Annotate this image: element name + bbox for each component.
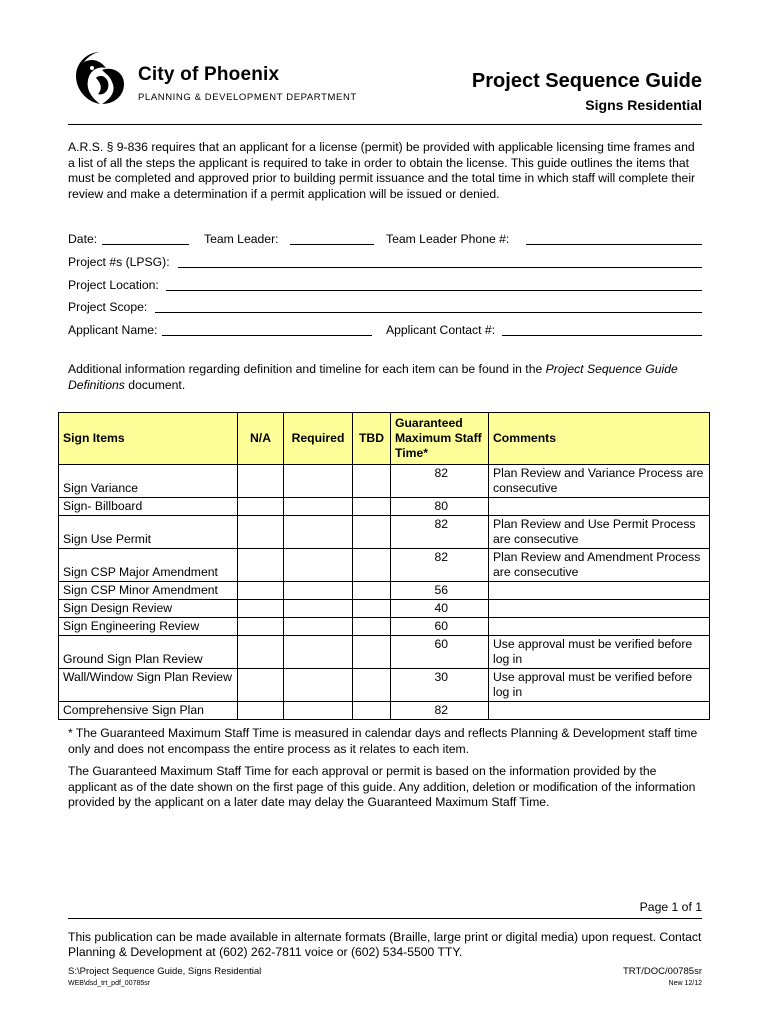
availability-notice: This publication can be made available in alternate formats (Braille, large print or digital media) upon request. Contact Planning & Development at (602) 262-7811 voice or (602) 534-5500 TTY. xyxy=(68,930,702,959)
gmst-note: The Guaranteed Maximum Staff Time for each approval or permit is based on the information provided by the applicant as of the date shown on the first page of this guide. Any addition, deletion or modification of the information provided by the applicant on a later date may delay the Guaranteed Maximum Staff Time. xyxy=(68,764,696,809)
staff-time-value: 82 xyxy=(391,465,489,498)
table-row xyxy=(59,516,710,549)
tbd-cell xyxy=(353,669,391,702)
sign-items-table xyxy=(58,412,710,720)
file-path: S:\Project Sequence Guide, Signs Residential xyxy=(68,966,262,977)
header-divider xyxy=(68,124,702,125)
na-cell xyxy=(238,600,284,618)
tbd-cell xyxy=(353,549,391,582)
staff-time-value: 56 xyxy=(391,582,489,600)
required-cell xyxy=(284,498,353,516)
tbd-cell xyxy=(353,465,391,498)
na-cell xyxy=(238,618,284,636)
comment-text: Use approval must be verified before log in xyxy=(489,636,710,669)
date-label: Date: xyxy=(68,232,98,246)
comment-text xyxy=(489,618,710,636)
org-department: PLANNING & DEVELOPMENT DEPARTMENT xyxy=(138,92,357,103)
header-tbd: TBD xyxy=(353,413,391,465)
required-cell xyxy=(284,618,353,636)
tbd-cell xyxy=(353,636,391,669)
sign-item-name: Sign Design Review xyxy=(59,600,238,618)
sign-item-name: Comprehensive Sign Plan xyxy=(59,702,238,720)
na-cell xyxy=(238,498,284,516)
team-leader-phone-label: Team Leader Phone #: xyxy=(386,232,510,246)
na-cell xyxy=(238,702,284,720)
required-cell xyxy=(284,600,353,618)
staff-time-value: 60 xyxy=(391,618,489,636)
required-cell xyxy=(284,669,353,702)
staff-time-value: 82 xyxy=(391,702,489,720)
table-row xyxy=(59,702,710,720)
table-row xyxy=(59,636,710,669)
header-sign-items: Sign Items xyxy=(59,413,238,465)
sign-item-name: Sign CSP Major Amendment xyxy=(59,549,238,582)
comment-text xyxy=(489,702,710,720)
additional-info: Additional information regarding definition and timeline for each item can be found in the Project Sequence Guide Definitions document. xyxy=(68,362,678,392)
tbd-cell xyxy=(353,516,391,549)
table-row xyxy=(59,549,710,582)
na-cell xyxy=(238,465,284,498)
comment-text: Plan Review and Amendment Process are consecutive xyxy=(489,549,710,582)
required-cell xyxy=(284,582,353,600)
table-row xyxy=(59,582,710,600)
project-number-label: Project #s (LPSG): xyxy=(68,255,170,269)
comment-text: Use approval must be verified before log in xyxy=(489,669,710,702)
comment-text xyxy=(489,498,710,516)
tbd-cell xyxy=(353,582,391,600)
table-row xyxy=(59,600,710,618)
staff-time-value: 60 xyxy=(391,636,489,669)
table-row xyxy=(59,465,710,498)
date-field[interactable] xyxy=(102,232,189,245)
sign-item-name: Sign Use Permit xyxy=(59,516,238,549)
na-cell xyxy=(238,582,284,600)
team-leader-phone-field[interactable] xyxy=(526,232,702,245)
staff-time-value: 80 xyxy=(391,498,489,516)
table-row xyxy=(59,669,710,702)
header-na: N/A xyxy=(238,413,284,465)
intro-paragraph: A.R.S. § 9-836 requires that an applicant for a license (permit) be provided with applicable licensing time frames and a list of all the steps the applicant is required to take in order to obtain the license. This guide outlines the items that must be completed and approved prior to building permit issuance and the total time in which staff will complete their review and make a determination if a permit application will be issued or denied. xyxy=(68,140,696,201)
required-cell xyxy=(284,636,353,669)
comment-text: Plan Review and Use Permit Process are consecutive xyxy=(489,516,710,549)
required-cell xyxy=(284,516,353,549)
page-number: Page 1 of 1 xyxy=(639,900,702,914)
tbd-cell xyxy=(353,498,391,516)
org-name: City of Phoenix xyxy=(138,64,280,85)
staff-time-value: 82 xyxy=(391,549,489,582)
page-subtitle: Signs Residential xyxy=(585,97,702,113)
sign-item-name: Sign- Billboard xyxy=(59,498,238,516)
applicant-contact-field[interactable] xyxy=(502,323,702,336)
table-row xyxy=(59,498,710,516)
table-row xyxy=(59,618,710,636)
sign-item-name: Sign Engineering Review xyxy=(59,618,238,636)
staff-time-value: 82 xyxy=(391,516,489,549)
sign-item-name: Sign CSP Minor Amendment xyxy=(59,582,238,600)
team-leader-field[interactable] xyxy=(290,232,374,245)
required-cell xyxy=(284,702,353,720)
staff-time-value: 40 xyxy=(391,600,489,618)
tbd-cell xyxy=(353,618,391,636)
project-number-field[interactable] xyxy=(178,255,702,268)
definitions-doc-name: Project Sequence Guide Definitions xyxy=(68,362,678,392)
comment-text xyxy=(489,600,710,618)
phoenix-bird-logo-icon xyxy=(70,48,130,108)
footnote: * The Guaranteed Maximum Staff Time is measured in calendar days and reflects Planning & Development staff time only and does not encompass the entire process as it relates to each item. xyxy=(68,726,698,756)
footer-divider xyxy=(68,918,702,919)
applicant-name-label: Applicant Name: xyxy=(68,323,158,337)
project-scope-label: Project Scope: xyxy=(68,300,148,314)
doc-code: TRT/DOC/00785sr xyxy=(622,966,702,977)
header-required: Required xyxy=(284,413,353,465)
revision-date: New 12/12 xyxy=(668,980,702,987)
web-path: WEB\dsd_trt_pdf_00785sr xyxy=(68,980,151,987)
na-cell xyxy=(238,549,284,582)
applicant-contact-label: Applicant Contact #: xyxy=(386,323,496,337)
sign-item-name: Wall/Window Sign Plan Review xyxy=(59,669,238,702)
comment-text xyxy=(489,582,710,600)
na-cell xyxy=(238,636,284,669)
header-staff-time: Guaranteed Maximum Staff Time* xyxy=(391,413,489,465)
na-cell xyxy=(238,516,284,549)
tbd-cell xyxy=(353,600,391,618)
page-title: Project Sequence Guide xyxy=(471,70,702,92)
header-comments: Comments xyxy=(489,413,710,465)
comment-text: Plan Review and Variance Process are consecutive xyxy=(489,465,710,498)
project-location-field[interactable] xyxy=(166,278,702,291)
sign-item-name: Ground Sign Plan Review xyxy=(59,636,238,669)
applicant-name-field[interactable] xyxy=(162,323,372,336)
project-scope-field[interactable] xyxy=(155,300,702,313)
tbd-cell xyxy=(353,702,391,720)
staff-time-value: 30 xyxy=(391,669,489,702)
team-leader-label: Team Leader: xyxy=(204,232,279,246)
sign-item-name: Sign Variance xyxy=(59,465,238,498)
required-cell xyxy=(284,465,353,498)
required-cell xyxy=(284,549,353,582)
na-cell xyxy=(238,669,284,702)
project-location-label: Project Location: xyxy=(68,278,159,292)
